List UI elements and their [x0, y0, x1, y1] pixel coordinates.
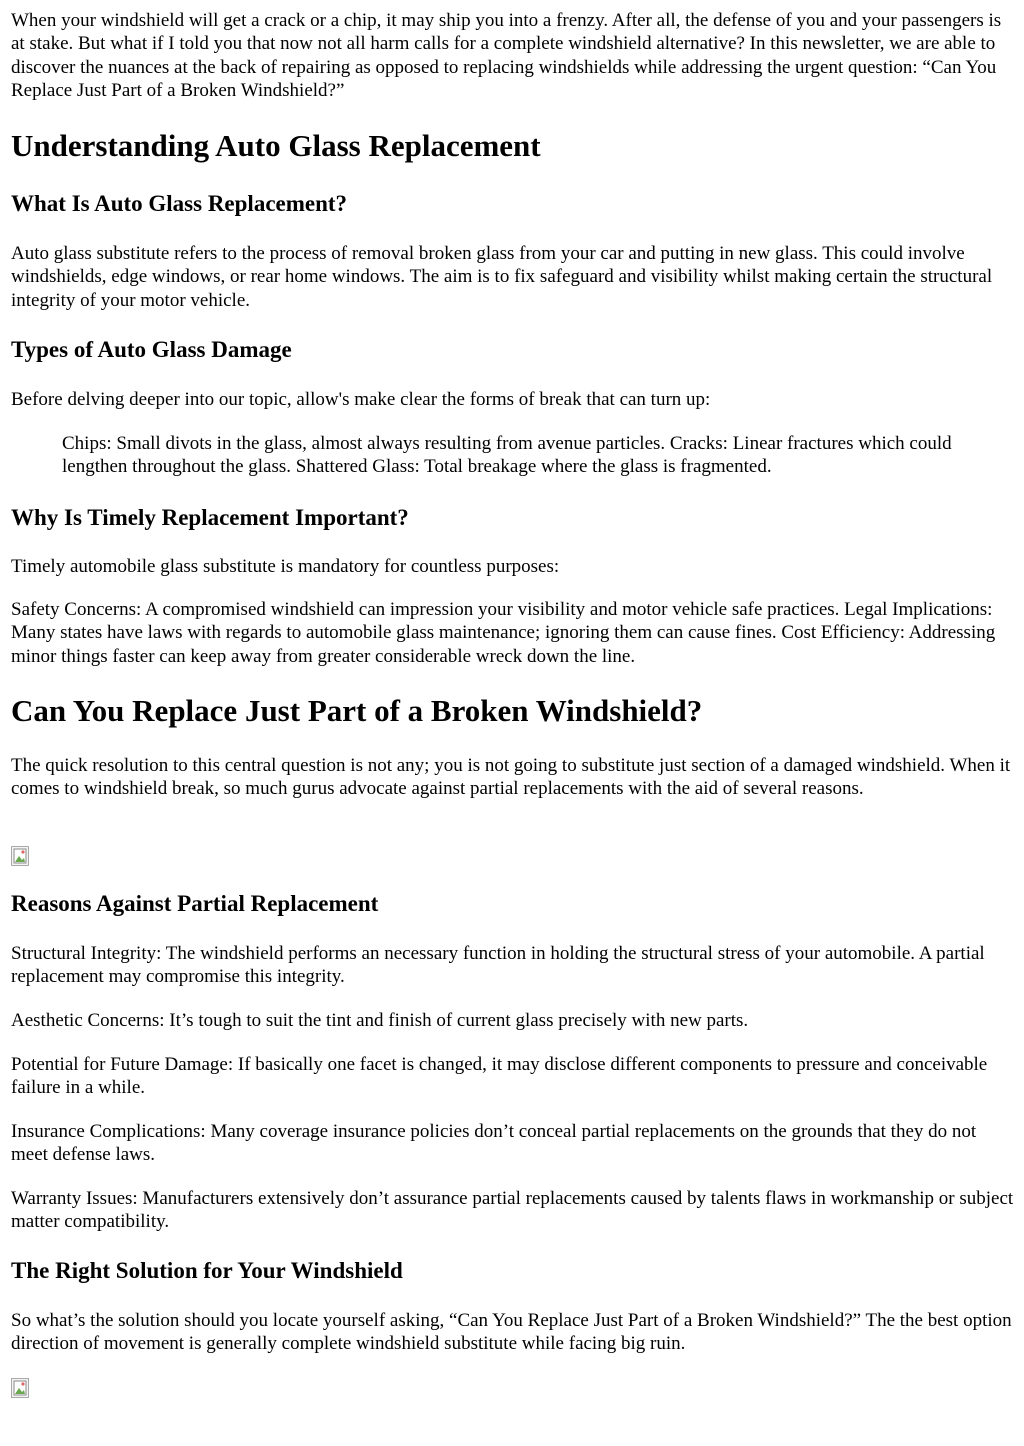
broken-image-icon: [11, 846, 29, 866]
heading-types-of-damage: Types of Auto Glass Damage: [11, 337, 292, 362]
broken-image-icon: [11, 1378, 29, 1398]
types-intro-paragraph: Before delving deeper into our topic, allow's make clear the forms of break that can turn up:: [11, 389, 711, 410]
heading-why-timely: Why Is Timely Replacement Important?: [11, 505, 409, 530]
heading-right-solution: The Right Solution for Your Windshield: [11, 1258, 403, 1283]
reason-aesthetic-concerns: Aesthetic Concerns: It’s tough to suit the tint and finish of current glass precisely with new parts.: [11, 1010, 749, 1031]
reason-warranty: Warranty Issues: Manufacturers extensively don’t assurance partial replacements caused by talents flaws in workmanship or subject matter compatibility.: [11, 1188, 1014, 1233]
heading-what-is: What Is Auto Glass Replacement?: [11, 191, 348, 216]
heading-understanding-auto-glass: Understanding Auto Glass Replacement: [11, 128, 541, 163]
reason-future-damage: Potential for Future Damage: If basically one facet is changed, it may disclose different components to pressure and conceivable failure in a while.: [11, 1054, 988, 1099]
what-is-paragraph: Auto glass substitute refers to the process of removal broken glass from your car and putting in new glass. This could involve windshields, edge windows, or rear home windows. The aim is to fix safeguard and visibility whilst making certain the structural integrity of your motor vehicle.: [11, 243, 993, 311]
intro-paragraph: When your windshield will get a crack or a chip, it may ship you into a frenzy. After all, the defense of you and your passengers is at stake. But what if I told you that now not all harm calls for a complete windshield alternative? In this newsletter, we are able to discover the nuances at the back of repairing as opposed to replacing windshields while addressing the urgent question: “Can You Replace Just Part of a Broken Windshield?”: [11, 10, 1002, 102]
damage-types-list: Chips: Small divots in the glass, almost always resulting from avenue particles. Cracks: Linear fractures which could lengthen throughout the glass. Shattered Glass: Total breakage where the glass is fragmented.: [62, 433, 952, 478]
short-answer-paragraph: The quick resolution to this central question is not any; you is not going to substitute just section of a damaged windshield. When it comes to windshield break, so much gurus advocate against partial replacements with the aid of several reasons.: [11, 755, 1011, 800]
right-solution-paragraph: So what’s the solution should you locate yourself asking, “Can You Replace Just Part of a Broken Windshield?” The the best option direction of movement is generally complete windshield substitute while facing big ruin.: [11, 1310, 1012, 1355]
timely-reasons-paragraph: Safety Concerns: A compromised windshield can impression your visibility and motor vehicle safe practices. Legal Implications: Many states have laws with regards to automobile glass maintenance; ignoring them can cause fines. Cost Efficiency: Addressing minor things faster can keep away from greater considerable wreck down the line.: [11, 599, 996, 667]
timely-intro-paragraph: Timely automobile glass substitute is mandatory for countless purposes:: [11, 556, 560, 577]
reason-insurance: Insurance Complications: Many coverage insurance policies don’t conceal partial replacements on the grounds that they do not meet defense laws.: [11, 1121, 977, 1166]
heading-can-you-replace: Can You Replace Just Part of a Broken Windshield?: [11, 693, 703, 728]
heading-reasons-against: Reasons Against Partial Replacement: [11, 891, 379, 916]
reason-structural-integrity: Structural Integrity: The windshield performs an necessary function in holding the structural stress of your automobile. A partial replacement may compromise this integrity.: [11, 943, 985, 988]
